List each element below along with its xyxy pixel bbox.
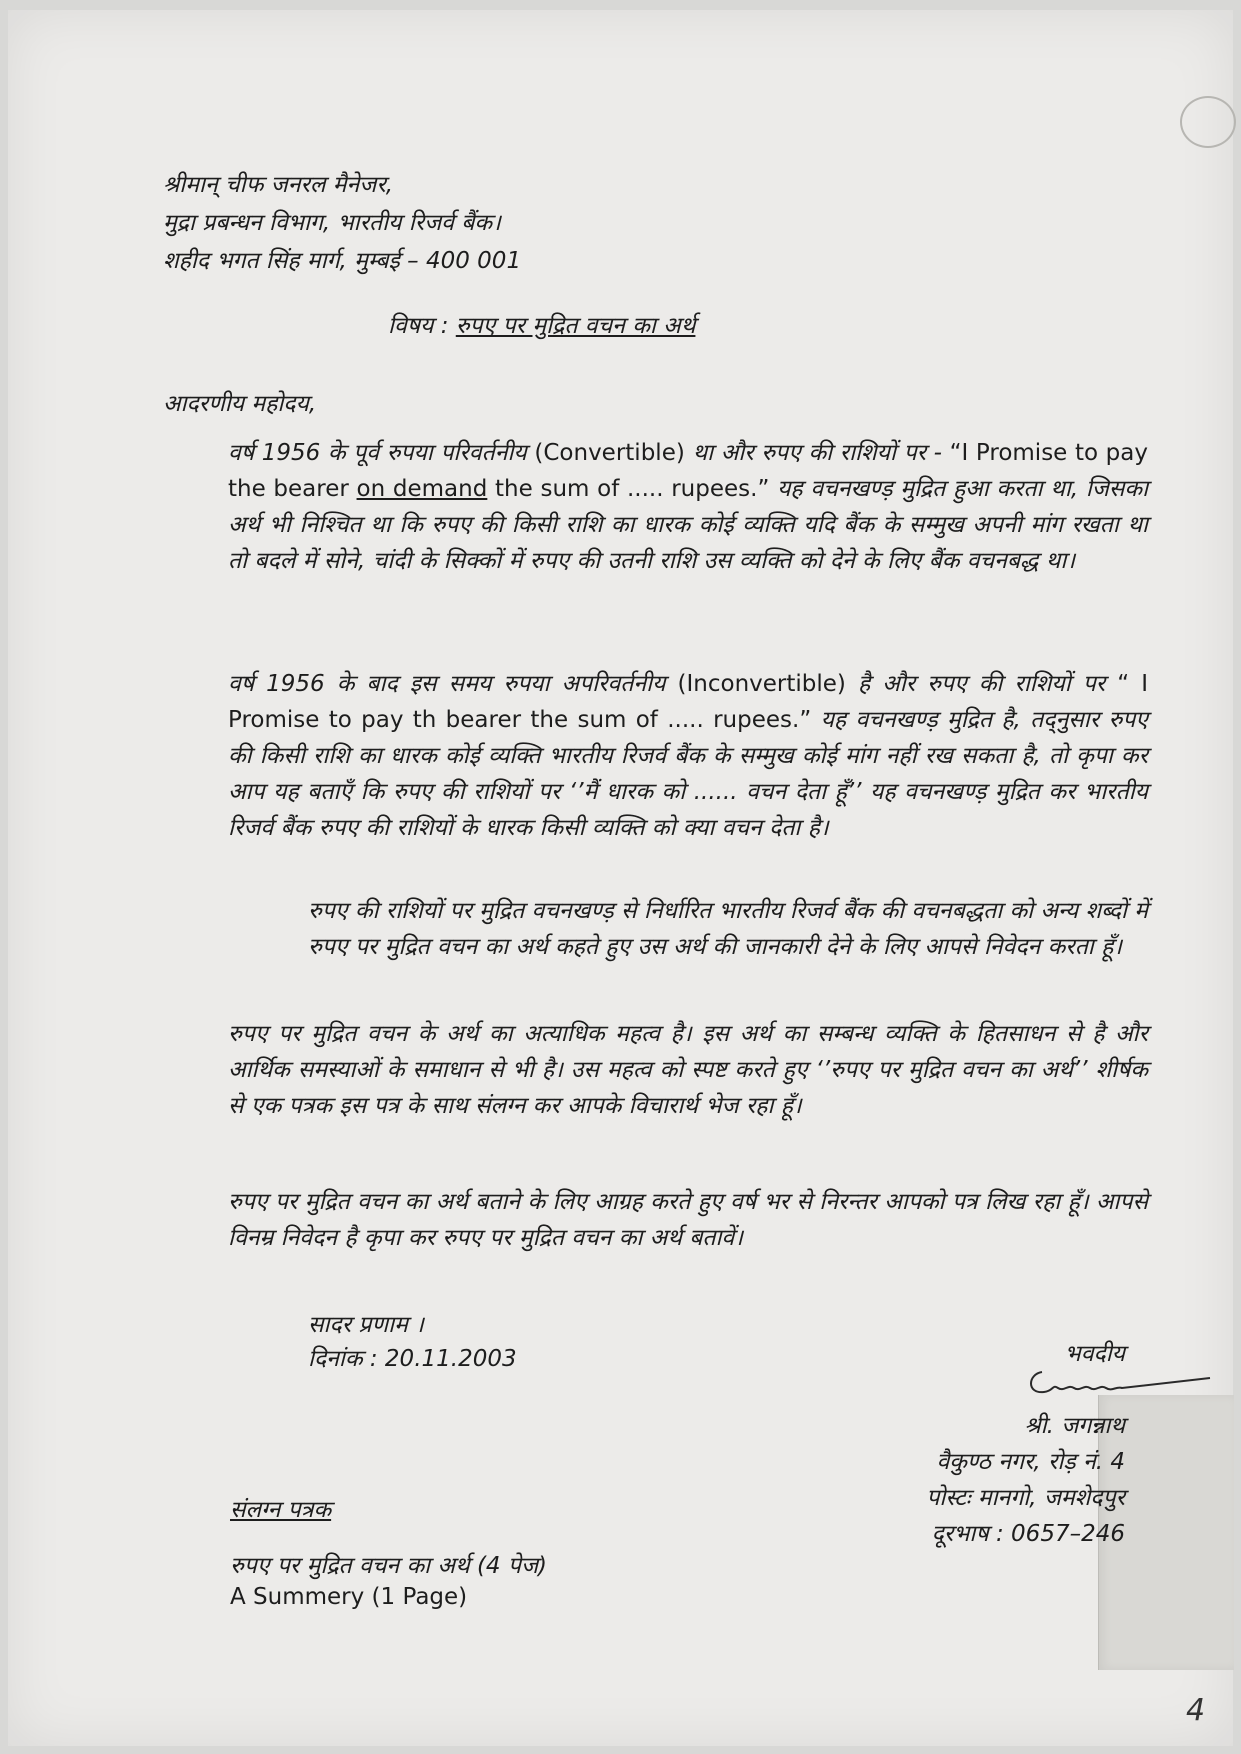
closing-date: दिनांक : 20.11.2003 — [308, 1346, 517, 1372]
attachment-item-2: A Summery (1 Page) — [230, 1584, 468, 1610]
circular-stamp-mark — [1180, 96, 1236, 148]
p2-inconvertible: (Inconvertible) — [677, 671, 846, 697]
p1-part-g: यह वचनखण्ड़ मुद्रित हुआ करता था, जिसका अर्थ भी निश्चित था कि रुपए की किसी राशि का धारक कोई व्यक्ति यदि बैंक के सम्मुख अपनी मांग रखता था तो बदले में सोने, चांदी के सिक्कों में रुपए की उतनी राशि उस व्यक्ति को देने के लिए बैंक वचनबद्ध था। — [228, 476, 1149, 574]
attachments-heading: संलग्न पत्रक — [230, 1497, 332, 1523]
subject-label: विषय : — [388, 313, 449, 339]
subject-text: रुपए पर मुद्रित वचन का अर्थ — [455, 313, 696, 339]
recipient-address — [163, 166, 521, 280]
signature-address-2: पोस्टः मानगो, जमशेदपुर — [926, 1485, 1125, 1511]
p1-on-demand: on demand — [356, 476, 488, 502]
paragraph-5: रुपए पर मुद्रित वचन का अर्थ बताने के लिए आग्रह करते हुए वर्ष भर से निरन्तर आपको पत्र लिख रहा हूँ। आपसे विनम्र निवेदन है कृपा कर रुपए पर मुद्रित वचन का अर्थ बतावें। — [228, 1189, 1148, 1251]
p2-promise: “ I Promise to pay th bearer the sum of ..... rupees.” — [228, 671, 1148, 733]
letter-page — [8, 10, 1233, 1746]
handwritten-signature — [1024, 1362, 1214, 1402]
signature-phone: दूरभाष : 0657–246 — [931, 1521, 1125, 1547]
p2-part-c: है और रुपए की राशियों पर — [857, 671, 1106, 697]
p1-part-c: था और रुपए की राशियों पर - — [692, 440, 942, 466]
p1-part-a: वर्ष 1956 के पूर्व रुपया परिवर्तनीय — [228, 440, 527, 466]
recipient-line-3: शहीद भगत सिंह मार्ग, मुम्बई – 400 001 — [163, 248, 522, 274]
attachment-item-1: रुपए पर मुद्रित वचन का अर्थ (4 पेज) — [230, 1553, 547, 1579]
subject-line — [388, 308, 695, 340]
recipient-line-1: श्रीमान् चीफ जनरल मैनेजर, — [163, 172, 394, 198]
recipient-line-2: मुद्रा प्रबन्धन विभाग, भारतीय रिजर्व बैंक। — [163, 210, 501, 236]
page-number: 4 — [1186, 1693, 1206, 1728]
closing-regards: सादर प्रणाम । — [308, 1312, 424, 1338]
closing-block — [308, 1308, 517, 1376]
p2-part-a: वर्ष 1956 के बाद इस समय रुपया अपरिवर्तनीय — [228, 671, 666, 697]
paragraph-2 — [228, 666, 1148, 846]
paragraph-1 — [228, 435, 1148, 579]
signature-address-1: वैकुण्ठ नगर, रोड़ नं. 4 — [936, 1449, 1125, 1475]
p2-part-e: यह वचनखण्ड़ मुद्रित है, तद्नुसार रुपए की किसी राशि का धारक कोई व्यक्ति भारतीय रिजर्व बैंक के सम्मुख कोई मांग नहीं रख सकता है, तो कृपा कर आप यह बताएँ कि रुपए की राशियों पर ‘’मैं धारक को ...... वचन देता हूँ’’ यह वचनखण्ड़ मुद्रित कर भारतीय रिजर्व बैंक रुपए की राशियों के धारक किसी व्यक्ति को क्या वचन देता है। — [228, 707, 1149, 841]
p1-promise-end: the sum of ..... rupees.” — [495, 476, 770, 502]
p1-convertible: (Convertible) — [534, 440, 685, 466]
signature-name: श्री. जगन्नाथ — [1024, 1413, 1125, 1439]
p1-promise-start: “I Promise to pay the bearer — [228, 440, 1148, 502]
paragraph-4: रुपए पर मुद्रित वचन के अर्थ का अत्याधिक महत्व है। इस अर्थ का सम्बन्ध व्यक्ति के हितसाधन से है और आर्थिक समस्याओं के समाधान से भी है। उस महत्व को स्पष्ट करते हुए ‘’रुपए पर मुद्रित वचन का अर्थ’’ शीर्षक से एक पत्रक इस पत्र के साथ संलग्न कर आपके विचारार्थ भेज रहा हूँ। — [228, 1021, 1148, 1119]
paragraph-3: रुपए की राशियों पर मुद्रित वचनखण्ड़ से निर्धारित भारतीय रिजर्व बैंक की वचनबद्धता को अन्य शब्दों में रुपए पर मुद्रित वचन का अर्थ कहते हुए उस अर्थ की जानकारी देने के लिए आपसे निवेदन करता हूँ। — [308, 898, 1148, 960]
salutation: आदरणीय महोदय, — [163, 391, 317, 417]
signature-yours: भवदीय — [1064, 1341, 1125, 1367]
